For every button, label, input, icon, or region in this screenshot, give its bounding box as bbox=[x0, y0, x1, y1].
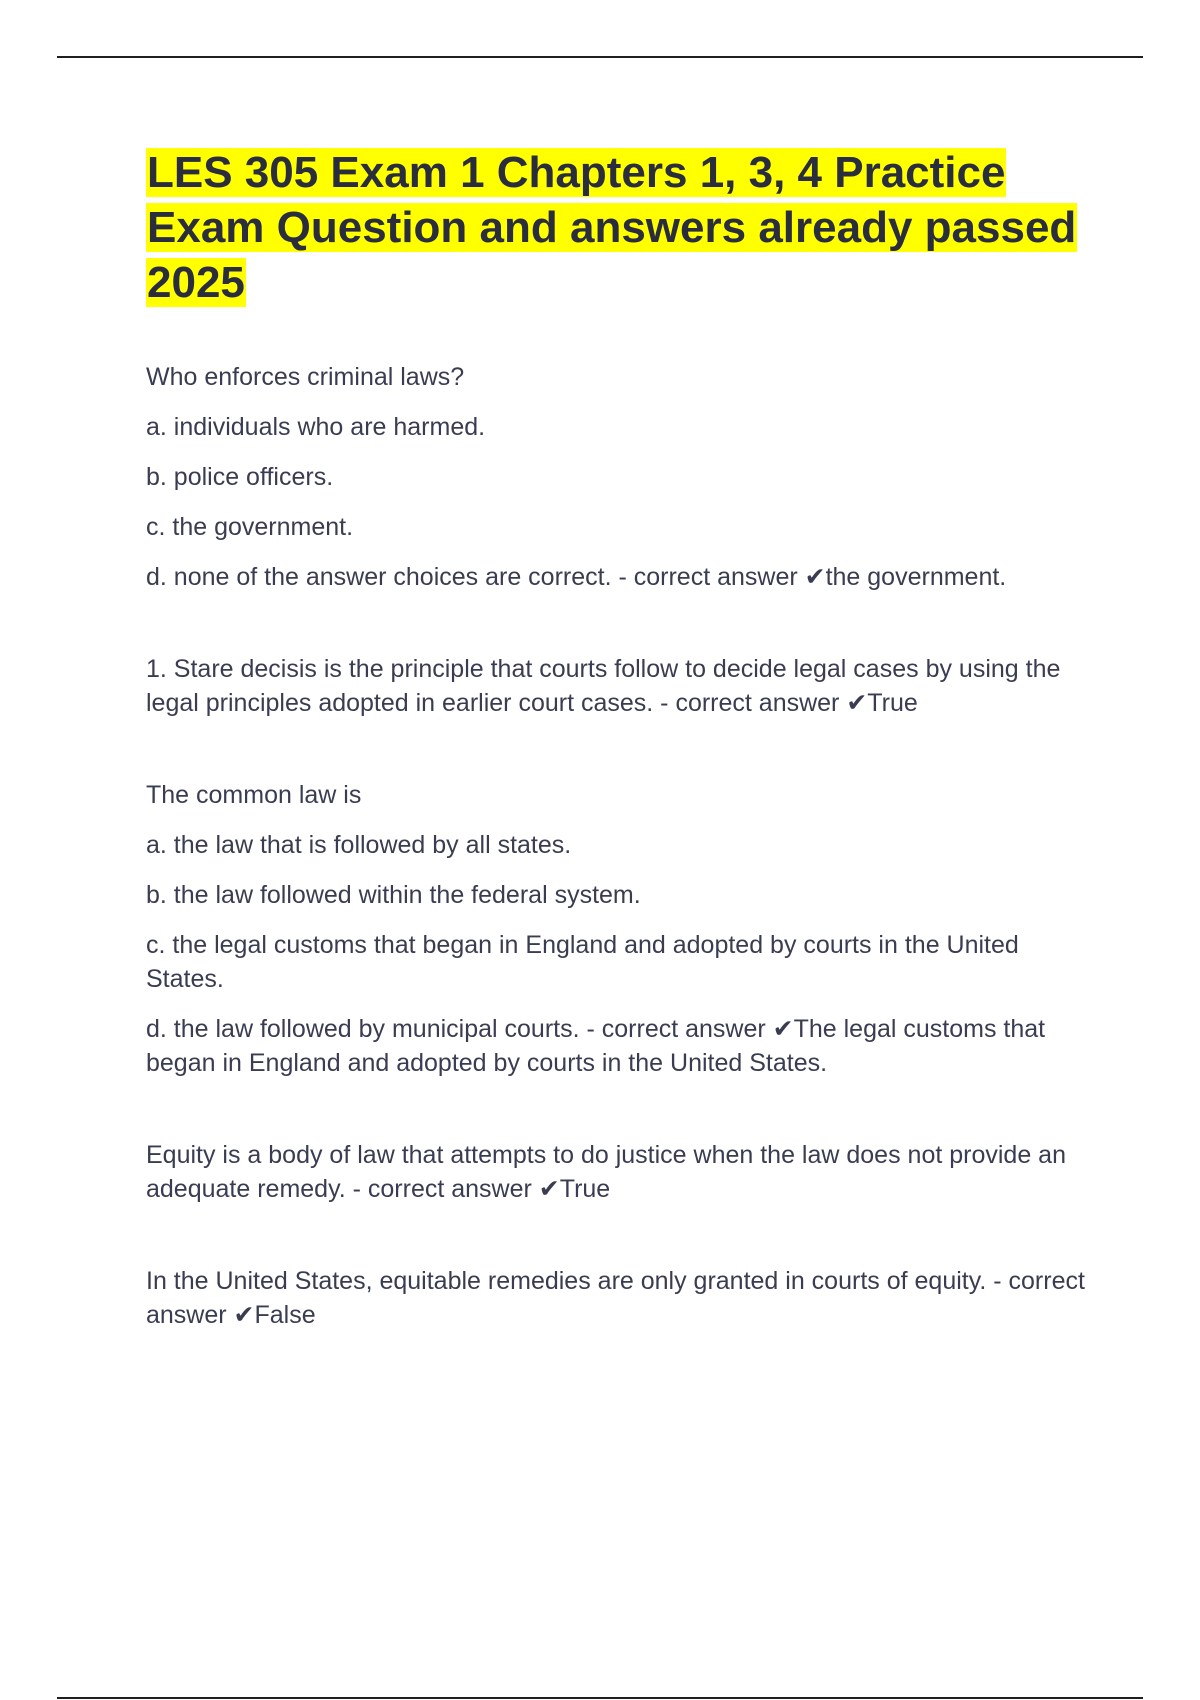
answer-option-b: b. the law followed within the federal system. bbox=[146, 881, 641, 909]
question-block-5 bbox=[146, 1264, 1096, 1332]
answer-option-c: c. the legal customs that began in England and adopted by courts in the United States. bbox=[146, 931, 1019, 993]
question-list bbox=[146, 360, 1096, 1348]
question-block-1 bbox=[146, 360, 1096, 594]
question-block-3 bbox=[146, 778, 1096, 1080]
question-text: The common law is bbox=[146, 781, 362, 809]
answer-option-d: d. the law followed by municipal courts. - correct answer ✔The legal customs that began in England and adopted by courts in the United States. bbox=[146, 1015, 1046, 1077]
question-block-2 bbox=[146, 652, 1096, 720]
answer-option-d: d. none of the answer choices are correct. - correct answer ✔the government. bbox=[146, 563, 1007, 591]
document-title bbox=[146, 145, 1086, 310]
question-text: Equity is a body of law that attempts to do justice when the law does not provide an adequate remedy. - correct answer ✔True bbox=[146, 1141, 1066, 1203]
answer-option-a: a. individuals who are harmed. bbox=[146, 413, 486, 441]
question-block-4 bbox=[146, 1138, 1096, 1206]
question-text: Who enforces criminal laws? bbox=[146, 363, 465, 391]
question-text: 1. Stare decisis is the principle that courts follow to decide legal cases by using the legal principles adopted in earlier court cases. - correct answer ✔True bbox=[146, 655, 1061, 717]
answer-option-b: b. police officers. bbox=[146, 463, 334, 491]
title-highlight: LES 305 Exam 1 Chapters 1, 3, 4 Practice Exam Question and answers already passed 2025 bbox=[147, 148, 1077, 307]
question-text: In the United States, equitable remedies are only granted in courts of equity. - correct answer ✔False bbox=[146, 1267, 1085, 1329]
bottom-rule bbox=[57, 1697, 1143, 1699]
answer-option-c: c. the government. bbox=[146, 513, 354, 541]
top-rule bbox=[57, 56, 1143, 58]
answer-option-a: a. the law that is followed by all states. bbox=[146, 831, 572, 859]
